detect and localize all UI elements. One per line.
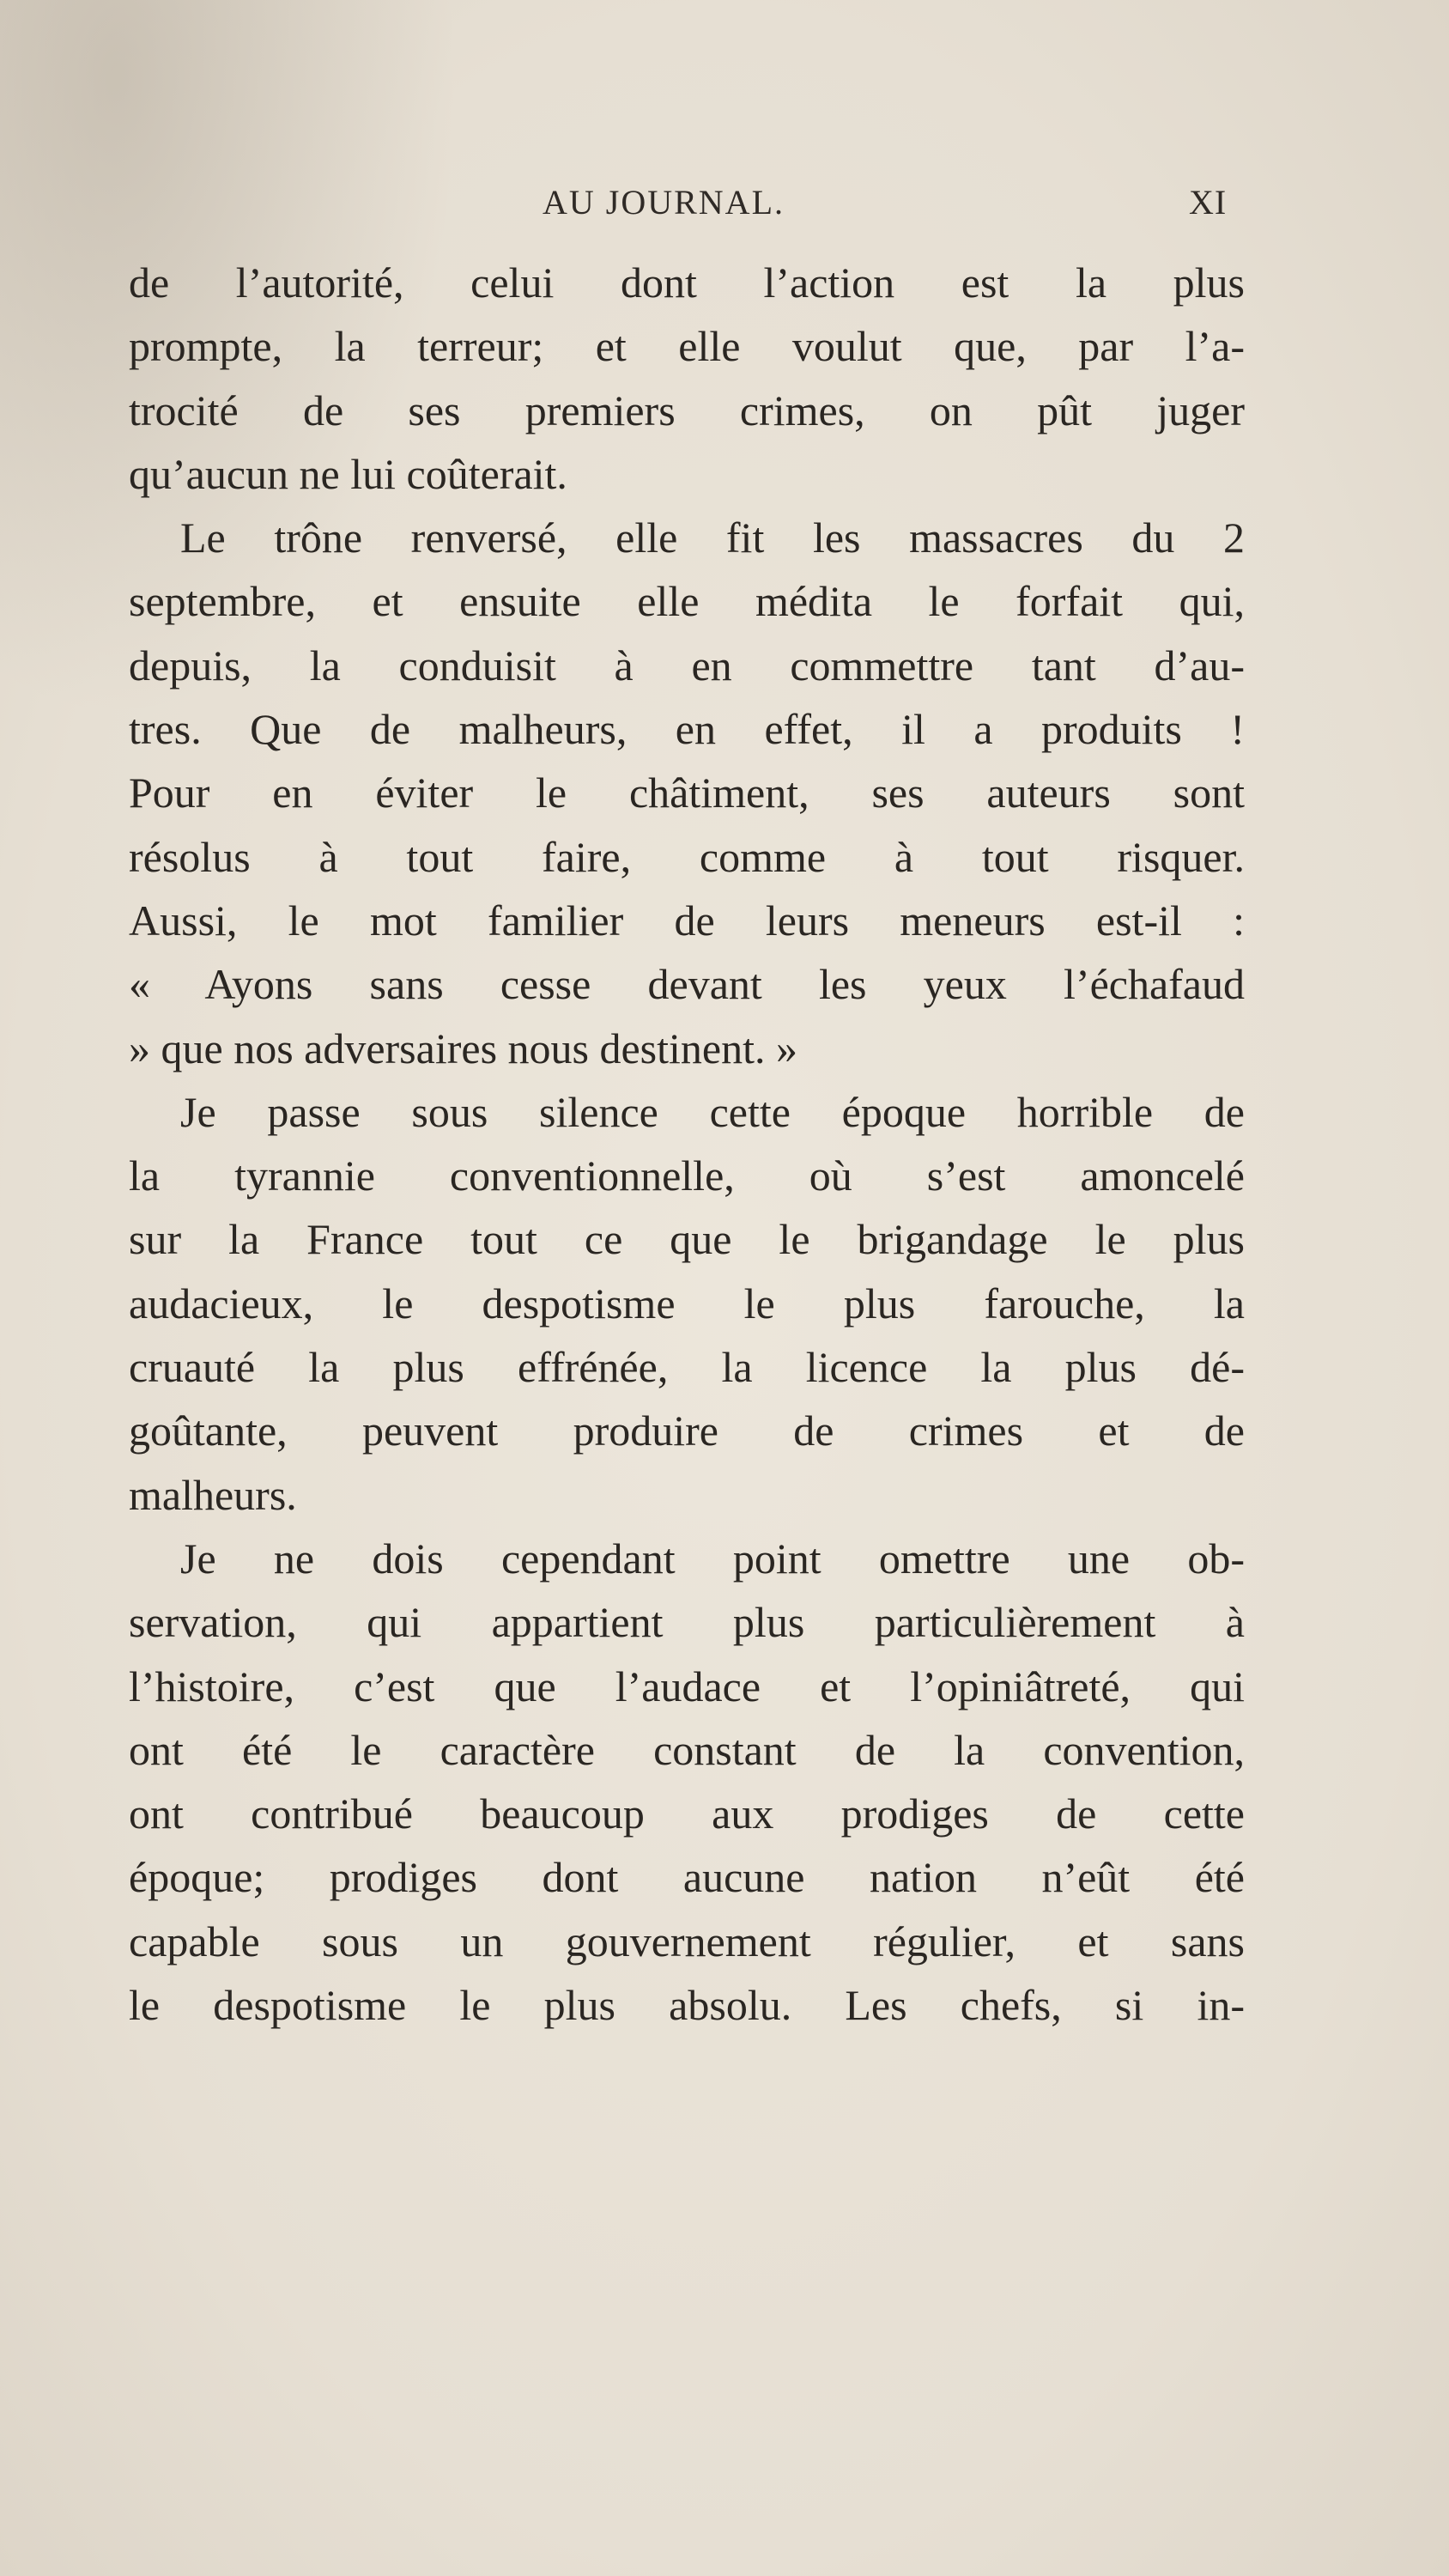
text-line: sur la France tout ce que le brigandage le plus: [129, 1215, 1245, 1264]
running-head: [0, 182, 1449, 234]
text-line: Aussi, le mot familier de leurs meneurs est-il :: [129, 896, 1245, 945]
page-number: XI: [1189, 183, 1228, 222]
text-line: goûtante, peuvent produire de crimes et de: [129, 1406, 1245, 1455]
text-line: septembre, et ensuite elle médita le forfait qui,: [129, 577, 1245, 626]
text-line: servation, qui appartient plus particulièrement à: [129, 1598, 1245, 1647]
text-line: » que nos adversaires nous destinent. »: [129, 1024, 798, 1072]
text-line: cruauté la plus effrénée, la licence la plus dé-: [129, 1343, 1245, 1392]
text-line: qu’aucun ne lui coûterait.: [129, 449, 567, 498]
text-line: époque; prodiges dont aucune nation n’eût été: [129, 1853, 1245, 1902]
text-line: audacieux, le despotisme le plus farouche, la: [129, 1279, 1245, 1327]
text-line: ont été le caractère constant de la convention,: [129, 1725, 1245, 1774]
text-line: capable sous un gouvernement régulier, et sans: [129, 1917, 1245, 1965]
text-line: trocité de ses premiers crimes, on pût juger: [129, 386, 1245, 434]
running-title: AU JOURNAL.: [543, 183, 785, 222]
text-line: Je passe sous silence cette époque horrible de: [180, 1087, 1245, 1136]
text-line: « Ayons sans cesse devant les yeux l’échafaud: [129, 960, 1245, 1009]
text-line: le despotisme le plus absolu. Les chefs, si in-: [129, 1981, 1245, 2030]
text-line: prompte, la terreur; et elle voulut que, par l’a-: [129, 322, 1245, 371]
text-line: de l’autorité, celui dont l’action est la plus: [129, 258, 1245, 307]
text-line: Je ne dois cependant point omettre une ob-: [180, 1534, 1245, 1583]
text-line: malheurs.: [129, 1470, 297, 1519]
text-line: tres. Que de malheurs, en effet, il a produits !: [129, 705, 1245, 754]
text-line: résolus à tout faire, comme à tout risquer.: [129, 832, 1245, 881]
text-line: Le trône renversé, elle fit les massacres du 2: [180, 513, 1245, 562]
text-line: depuis, la conduisit à en commettre tant d’au-: [129, 641, 1245, 690]
text-line: l’histoire, c’est que l’audace et l’opiniâtreté, qui: [129, 1662, 1245, 1710]
text-line: la tyrannie conventionnelle, où s’est amoncelé: [129, 1151, 1245, 1200]
text-line: ont contribué beaucoup aux prodiges de cette: [129, 1789, 1245, 1838]
text-line: Pour en éviter le châtiment, ses auteurs sont: [129, 769, 1245, 817]
body-text: [129, 251, 1245, 2037]
